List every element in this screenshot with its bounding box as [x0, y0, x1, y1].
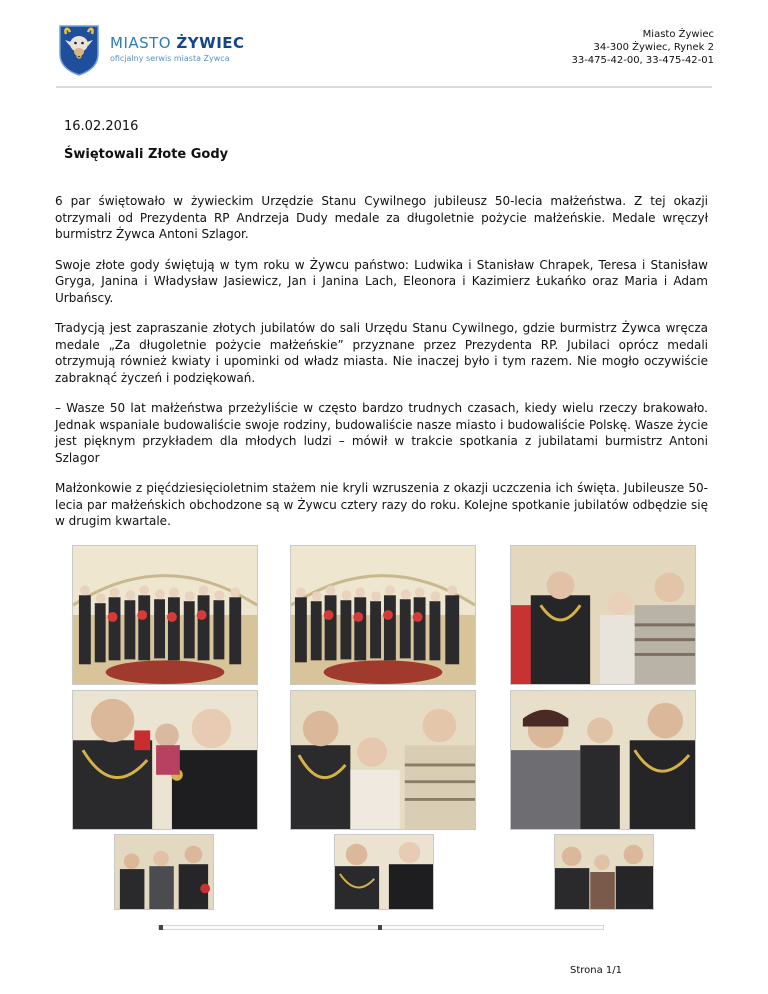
photo-closeup-image [511, 546, 695, 684]
contact-address: 34-300 Żywiec, Rynek 2 [593, 42, 714, 53]
article-paragraph: Swoje złote gody świętują w tym roku w Żywcu państwo: Ludwika i Stanisław Chrapek, Teresa i Stanisław Gryga, Janina i Władysław Jasiewicz, Jan i Janina Lach, Eleonora i Kazimierz Łukańko oraz Maria i Adam Urbańscy. [55, 257, 708, 305]
gallery-photo-5[interactable] [290, 690, 476, 830]
crest-icon [58, 24, 100, 76]
photo-medal-image [555, 835, 653, 909]
gallery-photo-4[interactable] [72, 690, 258, 830]
scroll-thumb[interactable] [378, 925, 382, 930]
brand-word-1: MIASTO [110, 34, 172, 52]
photo-group-image [291, 546, 475, 684]
photo-medal-image [335, 835, 433, 909]
contact-name: Miasto Żywiec [642, 29, 714, 40]
scroll-thumb[interactable] [159, 925, 163, 930]
gallery-photo-3[interactable] [510, 545, 696, 685]
page-number: Strona 1/1 [569, 965, 622, 976]
gallery-scrollbar[interactable] [158, 925, 604, 930]
gallery-photo-8[interactable] [334, 834, 434, 910]
photo-medal-image [73, 691, 257, 829]
article-paragraph: Tradycją jest zapraszanie złotych jubilatów do sali Urzędu Stanu Cywilnego, gdzie burmistrz Żywca wręcza medale „Za długoletnie pożycie małżeńskie” przyznane przez Prezydenta RP. Jubilaci oprócz medali otrzymują również kwiaty i upominki od władz miasta. Nie inaczej było i tym razem. Nie mogło oczywiście zabraknąć życzeń i podziękowań. [55, 321, 708, 385]
photo-group-image [73, 546, 257, 684]
brand-name [110, 34, 245, 52]
article-body [55, 193, 708, 544]
article-paragraph: Małżonkowie z pięćdziesięcioletnim stażem nie kryli wzruszenia z okazji uczczenia ich święta. Jubileusze 50-lecia par małżeńskich obchodzone są w Żywcu cztery razy do roku. Kolejne spotkanie jubilatów odbędzie się w drugim kwartale. [55, 481, 708, 528]
article-paragraph: 6 par świętowało w żywieckim Urzędzie Stanu Cywilnego jubileusz 50-lecia małżeństwa. Z tej okazji otrzymali od Prezydenta RP Andrzeja Dudy medale za długoletnie pożycie małżeńskie. Medale wręczył burmistrz Żywca Antoni Szlagor. [55, 194, 708, 241]
article-title: Świętowali Złote Gody [64, 147, 229, 162]
gallery-photo-7[interactable] [114, 834, 214, 910]
article-paragraph: – Wasze 50 lat małżeństwa przeżyliście w często bardzo trudnych czasach, kiedy wielu rzeczy brakowało. Jednak wspaniale budowaliście swoje rodziny, budowaliście nasze miasto i budowaliście Polskę. Wasze życie jest pięknym przykładem dla młodych ludzi – mówił w trakcie spotkania z jubilatami burmistrz Antoni Szlagor [55, 401, 708, 465]
photo-medal-image [291, 691, 475, 829]
article-date: 16.02.2016 [64, 119, 139, 134]
contact-phones: 33-475-42-00, 33-475-42-01 [571, 55, 714, 66]
gallery-photo-6[interactable] [510, 690, 696, 830]
brand-word-2: ŻYWIEC [176, 34, 245, 52]
photo-medal-image [511, 691, 695, 829]
brand-tagline: oficjalny serwis miasta Żywca [110, 54, 230, 63]
header-divider [56, 86, 712, 88]
photo-closeup-image [115, 835, 213, 909]
gallery-photo-9[interactable] [554, 834, 654, 910]
site-logo[interactable] [58, 24, 258, 80]
gallery-photo-1[interactable] [72, 545, 258, 685]
contact-block [571, 28, 714, 67]
gallery-photo-2[interactable] [290, 545, 476, 685]
